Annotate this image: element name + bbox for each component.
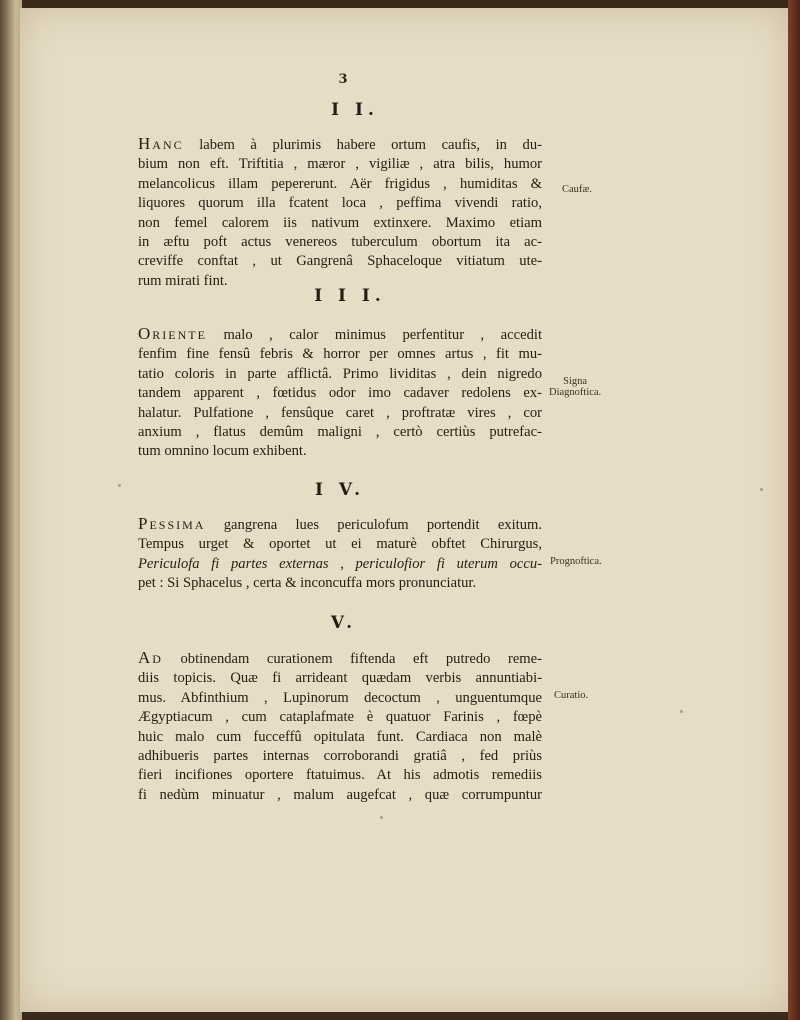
section-heading: I I I. [314,286,386,306]
margin-note-line: Signa [563,376,588,387]
margin-note [549,376,601,398]
text-line: Periculofa fi partes externas , periculofior fi uterum occu- [138,555,542,572]
section-paragraph [138,134,542,291]
text-line: rum mirati fint. [138,272,228,289]
lead-word: Ad [138,648,163,667]
text-line: tandem apparent , fœtidus odor imo cadaver redolens ex- [138,385,542,402]
signature-mark: 3 [338,72,348,87]
text-line: gangrena lues periculofum portendit exitum. [223,517,542,533]
margin-note-line: Diagnoftica. [549,387,602,398]
margin-note [550,556,602,567]
margin-note-line: Caufæ. [562,184,593,195]
text-line: adhibueris partes internas corroborandi gratiâ , fed priùs [138,748,542,765]
text-line: creviffe conftat , ut Gangrenâ Sphaceloque vitiatum ute- [138,253,542,270]
text-line: malo , calor minimus perfentitur , accedit [223,327,542,343]
section-paragraph [138,648,542,805]
text-line: pet : Si Sphacelus , certa & inconcuffa mors pronunciatur. [138,575,477,592]
text-line: in æftu poft actus venereos tuberculum obortum ita ac- [138,234,542,251]
lead-word: Oriente [138,324,207,343]
section-heading: I I. [331,100,379,120]
text-line: fenfim fine fensû febris & horror per omnes artus , fit mu- [138,346,542,363]
text-line: Tempus urget & oportet ut ei maturè obftet Chirurgus, [138,536,542,553]
text-line: non femel calorem iis nativum extinxere. Maximo etiam [138,214,542,231]
section-heading: I V. [314,480,365,500]
lead-word: Hanc [138,134,184,153]
margin-note [562,184,592,195]
margin-note-line: Curatio. [554,690,589,701]
section-heading: V. [330,613,358,633]
paper-speck [380,816,383,819]
margin-note-line: Prognoftica. [550,556,602,567]
paper-speck [118,484,121,487]
paper-speck [680,710,683,713]
text-line: bium non eft. Triftitia , mæror , vigiliæ , atra bilis, humor [138,156,542,173]
section-paragraph [138,324,542,462]
section-paragraph [138,514,542,594]
book-spine [0,0,22,1020]
text-line: halatur. Pulfatione , fensûque caret , proftratæ vires , cor [138,404,542,421]
text-line: obtinendam curationem fiftenda eft putredo reme- [180,651,542,667]
text-line: tum omnino locum exhibent. [138,443,307,460]
text-line: melancolicus illam pepererunt. Aër frigidus , humiditas & [138,175,542,192]
text-line: fieri incifiones oportere ftatuimus. At his admotis remediis [138,767,542,784]
lead-word: Pessima [138,514,206,533]
text-line: tatio coloris in parte afflictâ. Primo lividitas , dein nigredo [138,365,542,382]
paper-speck [760,488,763,491]
text-line: liquores quorum illa fcatent loca , peffima vivendi ratio, [138,195,542,212]
text-line: Ægyptiacum , cum cataplafmate è quatuor Farinis , fœpè [138,709,542,726]
text-line: labem à plurimis habere ortum caufis, in du- [199,137,542,153]
text-line: fi nedùm minuatur , malum augefcat , quæ corrumpuntur [138,786,542,803]
page-edge [788,0,800,1020]
text-line: diis topicis. Quæ fi arrideant quædam verbis annuntiabi- [138,670,542,687]
text-line: huic malo cum fucceffû opitulata funt. Cardiaca non malè [138,728,542,745]
margin-note [554,690,588,701]
text-line: mus. Abfinthium , Lupinorum decoctum , unguentumque [138,689,542,706]
text-line: anxium , flatus demûm maligni , certò certiùs putrefac- [138,424,542,441]
